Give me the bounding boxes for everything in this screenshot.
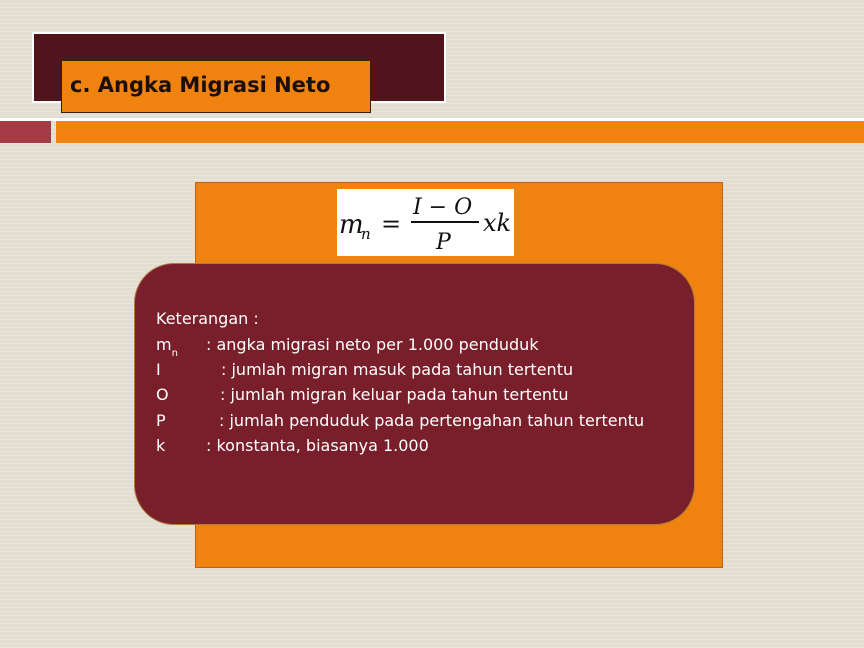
formula-multiplier: xk — [483, 209, 512, 237]
desc-i: : jumlah migran masuk pada tahun tertentu — [221, 360, 574, 379]
formula-image — [337, 189, 514, 256]
explanation-row-k — [156, 436, 429, 456]
explanation-row-p — [156, 411, 644, 431]
desc-o: : jumlah migran keluar pada tahun tertentu — [220, 385, 569, 404]
explanation-row-o — [156, 385, 568, 405]
desc-mn: : angka migrasi neto per 1.000 penduduk — [206, 335, 539, 354]
explanation-row-mn — [156, 335, 539, 359]
desc-k: : konstanta, biasanya 1.000 — [206, 436, 429, 455]
formula-lhs: m — [339, 210, 364, 240]
symbol-k: k — [156, 436, 166, 455]
formula-numerator: I − O — [413, 195, 473, 220]
symbol-o: O — [156, 385, 169, 404]
accent-band-left — [0, 121, 51, 143]
explanation-heading: Keterangan : — [156, 309, 259, 328]
formula-svg — [337, 189, 514, 256]
slide-title: c. Angka Migrasi Neto — [61, 60, 371, 113]
formula-lhs-sub: n — [361, 225, 371, 243]
symbol-mn: $m_n$ — [156, 335, 178, 359]
formula-denominator: P — [436, 230, 451, 255]
symbol-p: P — [156, 411, 166, 430]
desc-p: : jumlah penduduk pada pertengahan tahun tertentu — [219, 411, 645, 430]
accent-band-right — [56, 121, 864, 143]
explanation-row-i — [156, 360, 573, 380]
formula-equals: = — [381, 210, 402, 238]
symbol-i: I — [156, 360, 161, 379]
